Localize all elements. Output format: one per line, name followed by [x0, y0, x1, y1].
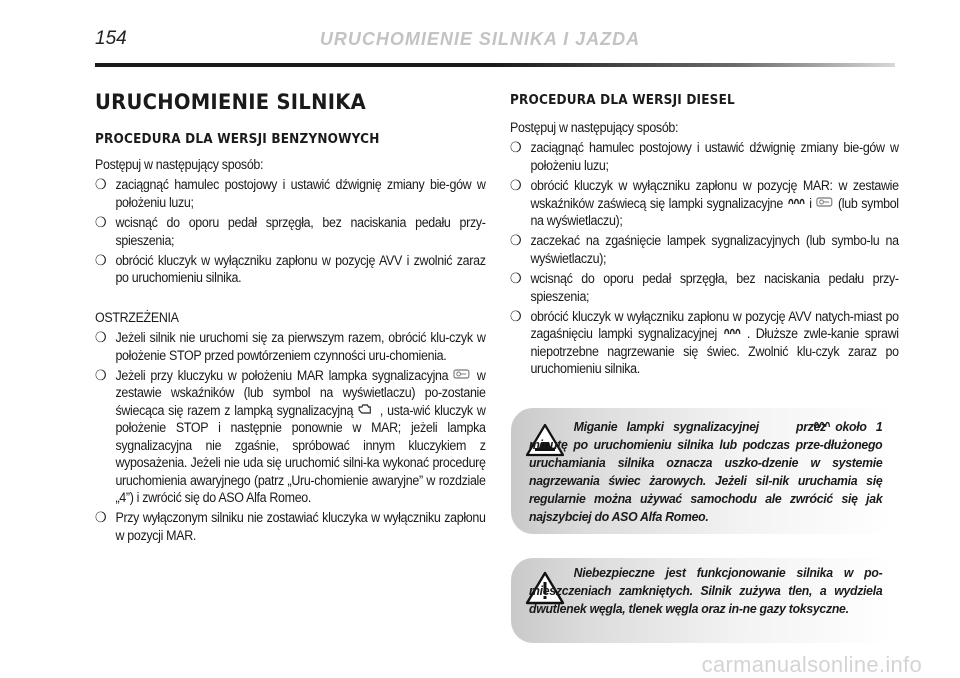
- bullet-icon: ❍: [510, 232, 522, 249]
- list-item-text: wcisnąć do oporu pedał sprzęgła, bez naciskania pedału przy-spieszenia;: [530, 271, 899, 304]
- petrol-procedure-title: PROCEDURA DLA WERSJI BENZYNOWYCH: [95, 132, 380, 147]
- bullet-icon: ❍: [95, 214, 107, 231]
- list-item-text: obrócić kluczyk w wyłączniku zapłonu w pozycję AVV natych-miast po zagaśnięciu lampki sygnalizacyjnej: [530, 309, 899, 342]
- header-rule: [95, 63, 895, 67]
- list-item-text: Jeżeli silnik nie uruchomi się za pierwszym razem, obrócić klu-czyk w położenie STOP przed powtórzeniem czynności uru-chomienia.: [115, 330, 486, 363]
- list-item-text: zaciągnąć hamulec postojowy i ustawić dźwignię zmiany bie-gów w położeniu luzu;: [530, 140, 899, 173]
- note-text: Niebezpieczne jest funkcjonowanie silnika w po-mieszczeniach zamkniętych. Silnik zużywa tlen, a wydziela dwutlenek węgla, tlenek węgla oraz in-ne gazy toksyczne.: [529, 565, 883, 616]
- bullet-icon: ❍: [510, 270, 522, 287]
- list-item: [95, 367, 486, 506]
- section-title: URUCHOMIENIE SILNIKA: [95, 90, 367, 114]
- list-item-text: Jeżeli przy kluczyku w położeniu MAR lampka sygnalizacyjna: [115, 368, 449, 384]
- diesel-procedure-title: PROCEDURA DLA WERSJI DIESEL: [510, 93, 735, 108]
- bullet-icon: ❍: [510, 177, 522, 194]
- list-item: [95, 176, 486, 211]
- glow-plug-icon: [723, 325, 742, 342]
- list-item: [510, 139, 899, 174]
- bullet-icon: ❍: [95, 252, 107, 269]
- list-item-text: obrócić kluczyk w wyłączniku zapłonu w pozycję MAR: w zestawie wskaźników zaświecą się lampki sygnalizacyjne: [530, 178, 899, 211]
- note-box-exhaust: [511, 558, 895, 643]
- list-item-text: i: [809, 195, 812, 211]
- note-text: Miganie lampki sygnalizacyjnej przez około 1 minutę po uruchomieniu silnika lub podczas prze-dłużonego uruchamiania silnika oznacza uszko-dzenie w systemie nagrzewania świec żarowych. Jeżeli sil-nik uruchamia się regularnie można używać samochodu ale zwrócić się jak najszybciej do ASO Alfa Romeo.: [529, 419, 883, 524]
- immobilizer-icon: [453, 367, 472, 384]
- list-item: [95, 252, 486, 287]
- diesel-intro: Postępuj w następujący sposób:: [510, 120, 679, 135]
- bullet-icon: ❍: [510, 308, 522, 325]
- list-item-text: , usta-wić kluczyk w położenie STOP i następnie ponownie w MAR; jeżeli lampka sygnalizacyjna nie zgaśnie, spróbować innym kluczykiem z wyposażenia. Jeżeli nie uda się uruchomić silni-ka wykonać procedurę uruchomienia awaryjnego (patrz „Uru-chomienie awaryjne” w rozdziale „4”) i zwrócić się do ASO Alfa Romeo.: [115, 402, 486, 505]
- warnings-title: OSTRZEŻENIA: [95, 309, 179, 325]
- bullet-icon: ❍: [510, 139, 522, 156]
- glow-plug-icon: [787, 195, 806, 212]
- left-column: [95, 88, 486, 547]
- engine-fault-icon: [357, 402, 376, 419]
- list-item: [95, 509, 486, 544]
- list-item-text: . Dłuższe zwle-kanie sprawi niepotrzebne nagrzewanie się świec. Zwolnić klu-czyk zaraz po uruchomieniu silnika.: [530, 326, 899, 377]
- list-item-text: wcisnąć do oporu pedał sprzęgła, bez naciskania pedału przy-spieszenia;: [115, 215, 486, 248]
- bullet-icon: ❍: [95, 176, 107, 193]
- list-item: [510, 177, 899, 229]
- glow-plug-icon: [768, 418, 787, 436]
- bullet-icon: ❍: [95, 329, 107, 346]
- bullet-icon: ❍: [95, 367, 107, 384]
- list-item-text: (lub symbol na wyświetlaczu);: [530, 195, 899, 229]
- watermark: carmanualsonline.info: [701, 652, 922, 677]
- note-box-glow-plug: [511, 408, 895, 534]
- petrol-intro: Postępuj w następujący sposób:: [95, 157, 264, 172]
- page-number: 154: [95, 28, 127, 49]
- list-item-text: zaczekać na zgaśnięcie lampek sygnalizacyjnych (lub symbo-lu na wyświetlaczu);: [530, 233, 899, 266]
- list-item: [95, 214, 486, 249]
- list-item: [95, 329, 486, 364]
- list-item-text: Przy wyłączonym silniku nie zostawiać kluczyka w wyłączniku zapłonu w pozycji MAR.: [115, 510, 486, 543]
- list-item-text: zaciągnąć hamulec postojowy i ustawić dźwignię zmiany bie-gów w położeniu luzu;: [115, 177, 486, 210]
- immobilizer-icon: [816, 195, 835, 212]
- list-item: [510, 232, 899, 267]
- list-item: [510, 270, 899, 305]
- header-title: URUCHOMIENIE SILNIKA I JAZDA: [319, 29, 641, 49]
- bullet-icon: ❍: [95, 509, 107, 526]
- list-item-text: obrócić kluczyk w wyłączniku zapłonu w pozycję AVV i zwolnić zaraz po uruchomieniu silnika.: [115, 253, 486, 286]
- list-item: [510, 308, 899, 378]
- right-column: [510, 88, 899, 381]
- list-item-text: w zestawie wskaźników (lub symbol na wyświetlaczu) po-zostanie świecąca się razem z lampką sygnalizacyjną: [115, 368, 486, 418]
